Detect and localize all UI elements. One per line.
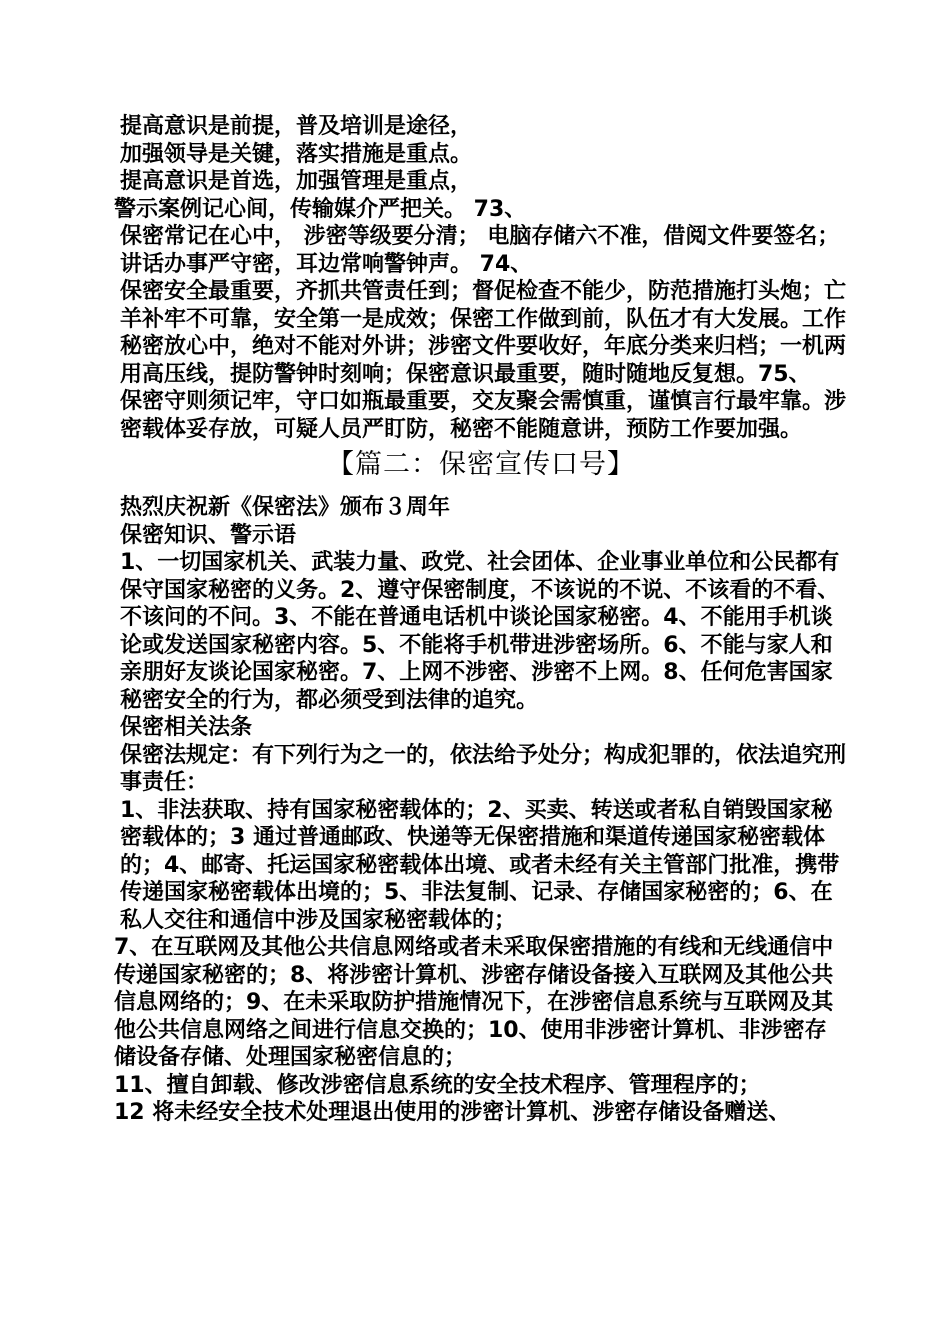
slogan-line-1: 提高意识是前提，普及培训是途径， <box>120 114 473 139</box>
law-items-7-10: 7、在互联网及其他公共信息网络或者未采取保密措施的有线和无线通信中传递国家秘密的；8、将涉密计算机、涉密存储设备接入互联网及其他公共信息网络的；9、在未采取防护措施情况下，在涉密信息系统与互联网及其他公共信息网络之间进行信息交换的；10、使用非涉密计算机、非涉密存储设备存储、处理国家秘密信息的； <box>114 935 834 1070</box>
slogan-paragraph-74: 保密安全最重要，齐抓共管责任到；督促检查不能少，防范措施打头炮；亡羊补牢不可靠，安全第一是成效；保密工作做到前，队伍才有大发展。工作秘密放心中，绝对不能对外讲；涉密文件要收好，年底分类来归档；一机两用高压线，提防警钟时刻响；保密意识最重要，随时随地反复想。75、 <box>120 279 847 387</box>
subheading-law: 保密相关法条 <box>120 715 253 740</box>
slogan-paragraph-75: 保密守则须记牢，守口如瓶最重要，交友聚会需慎重，谨慎言行最牢靠。涉密载体妥存放，可疑人员严盯防，秘密不能随意讲，预防工作要加强。 <box>120 389 847 442</box>
slogan-line-2: 加强领导是关键，落实措施是重点。 <box>120 141 473 167</box>
slogan-paragraph-73: 保密常记在心中， 涉密等级要分清； 电脑存储六不准，借阅文件要签名； 讲话办事严守密，耳边常响警钟声。 74、 <box>120 224 840 277</box>
document-page <box>114 113 848 1127</box>
law-items-1-6: 1、非法获取、持有国家秘密载体的；2、买卖、转送或者私自销毁国家秘密载体的；3 通过普通邮政、快递等无保密措施和渠道传递国家秘密载体的；4、邮寄、托运国家秘密载体出境、或者未经有关主管部门批准，携带传递国家秘密载体出境的；5、非法复制、记录、存储国家秘密的；6、在私人交往和通信中涉及国家秘密载体的； <box>120 797 840 933</box>
slogan-line-4: 警示案例记心间，传输媒介严把关。 73、 <box>114 196 527 222</box>
celebration-line: 热烈庆祝新《保密法》颁布３周年 <box>120 495 451 520</box>
section-heading: 【篇二：保密宣传口号】 <box>327 449 635 480</box>
knowledge-paragraph: 1、一切国家机关、武装力量、政党、社会团体、企业事业单位和公民都有保守国家秘密的义务。2、遵守保密制度，不该说的不说、不该看的不看、不该问的不问。3、不能在普通电话机中谈论国家秘密。4、不能用手机谈论或发送国家秘密内容。5、不能将手机带进涉密场所。6、不能与家人和亲朋好友谈论国家秘密。7、上网不涉密、涉密不上网。8、任何危害国家秘密安全的行为，都必须受到法律的追究。 <box>120 550 840 713</box>
subheading-knowledge: 保密知识、警示语 <box>120 522 297 548</box>
law-item-11: 11、擅自卸载、修改涉密信息系统的安全技术程序、管理程序的； <box>114 1072 761 1098</box>
slogan-line-3: 提高意识是首选，加强管理是重点， <box>120 169 473 194</box>
law-intro-paragraph: 保密法规定：有下列行为之一的，依法给予处分；构成犯罪的，依法追究刑事责任： <box>120 742 847 795</box>
law-item-12: 12 将未经安全技术处理退出使用的涉密计算机、涉密存储设备赠送、 <box>114 1100 791 1125</box>
